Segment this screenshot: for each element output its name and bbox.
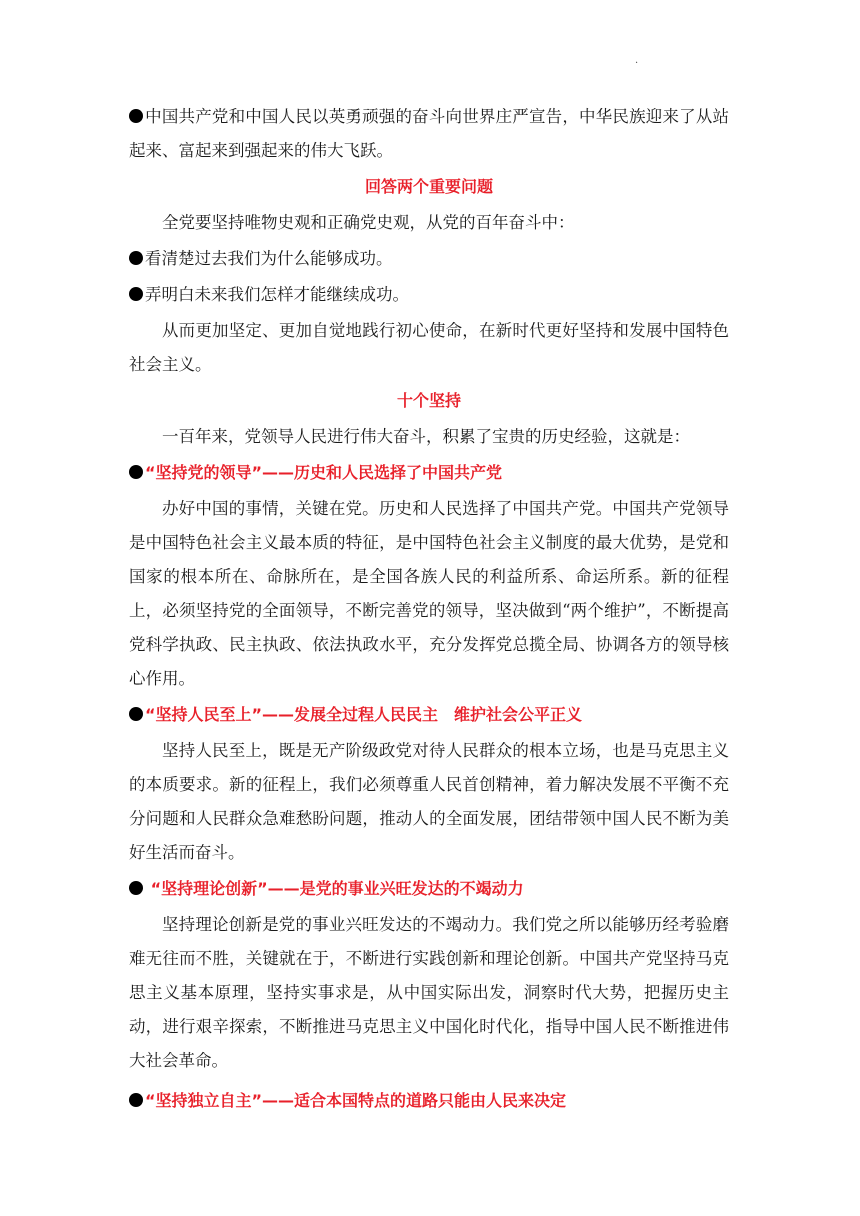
item-title: “坚持理论创新”——是党的事业兴旺发达的不竭动力 — [129, 872, 729, 906]
section1-closing: 从而更加坚定、更加自觉地践行初心使命，在新时代更好坚持和发展中国特色社会主义。 — [129, 321, 729, 374]
intro-paragraph: 中国共产党和中国人民以英勇顽强的奋斗向世界庄严宣告，中华民族迎来了从站起来、富起来到强起来的伟大飞跃。 — [129, 107, 729, 160]
bullet-icon — [129, 109, 143, 123]
item-title: “坚持人民至上”——发展全过程人民民主 维护社会公平正义 — [129, 698, 729, 732]
bullet-icon — [129, 287, 143, 301]
section-heading-ten-persistences: 十个坚持 — [396, 391, 461, 410]
item-body: 坚持人民至上，既是无产阶级政党对待人民群众的根本立场，也是马克思主义的本质要求。新的征程上，我们必须尊重人民首创精神，着力解决发展不平衡不充分问题和人民群众急难愁盼问题，推动人的全面发展，团结带领中国人民不断为美好生活而奋斗。 — [129, 741, 729, 862]
bullet-icon — [129, 465, 143, 479]
item-body: 坚持理论创新是党的事业兴旺发达的不竭动力。我们党之所以能够历经考验磨难无往而不胜，关键就在于，不断进行实践创新和理论创新。中国共产党坚持马克思主义基本原理，坚持实事求是，从中国实际出发，洞察时代大势，把握历史主动，进行艰辛探索，不断推进马克思主义中国化时代化，指导中国人民不断推进伟大社会革命。 — [129, 915, 729, 1070]
document-body — [129, 100, 729, 1120]
item-title: “坚持党的领导”——历史和人民选择了中国共产党 — [129, 456, 729, 490]
list-item: 弄明白未来我们怎样才能继续成功。 — [129, 278, 729, 312]
section2-lead: 一百年来，党领导人民进行伟大奋斗，积累了宝贵的历史经验，这就是： — [162, 427, 690, 446]
section-heading-two-questions: 回答两个重要问题 — [364, 177, 493, 196]
bullet-icon — [129, 707, 143, 721]
page-mark: · — [635, 58, 639, 69]
item-title: “坚持独立自主”——适合本国特点的道路只能由人民来决定 — [129, 1084, 729, 1118]
bullet-icon — [129, 251, 143, 265]
item-body: 办好中国的事情，关键在党。历史和人民选择了中国共产党。中国共产党领导是中国特色社会主义最本质的特征，是中国特色社会主义制度的最大优势，是党和国家的根本所在、命脉所在，是全国各族人民的利益所系、命运所系。新的征程上，必须坚持党的全面领导，不断完善党的领导，坚决做到“两个维护”，不断提高党科学执政、民主执政、依法执政水平，充分发挥党总揽全局、协调各方的领导核心作用。 — [129, 499, 729, 688]
bullet-icon — [129, 881, 143, 895]
section1-lead: 全党要坚持唯物史观和正确党史观，从党的百年奋斗中： — [162, 213, 575, 232]
bullet-icon — [129, 1093, 143, 1107]
list-item: 看清楚过去我们为什么能够成功。 — [129, 242, 729, 276]
